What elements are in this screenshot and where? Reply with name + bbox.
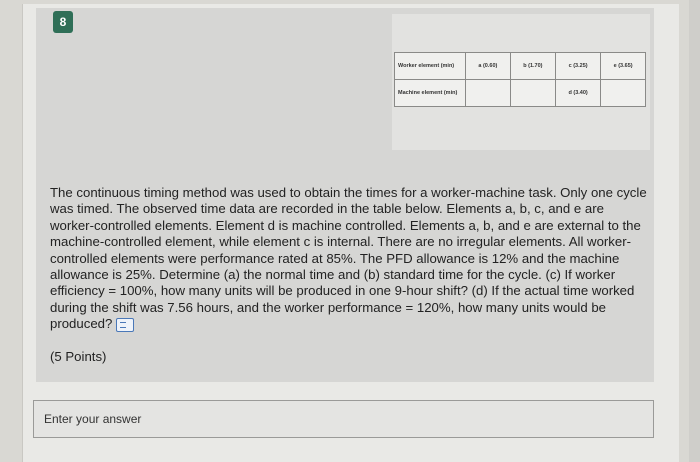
table-row [395, 53, 646, 80]
table-cell: c (3.25) [555, 53, 600, 80]
question-number-badge: 8 [53, 11, 73, 33]
timing-table [394, 52, 646, 107]
row-header: Machine element (min) [395, 80, 466, 107]
page-edge [689, 0, 700, 462]
table-cell: b (1.70) [510, 53, 555, 80]
table-cell [466, 80, 511, 107]
table-cell [510, 80, 555, 107]
question-text: The continuous timing method was used to obtain the times for a worker-machine task. Only one cycle was timed. The observed time data are recorded in the table below. Elements a, b, c, and e are worker-controlled elements. Element d is machine controlled. Elements a, b, and e are external to the machine-controlled element, while element c is internal. There are no irregular elements. All worker-controlled elements were performance rated at 85%. The PFD allowance is 12% and the machine allowance is 25%. Determine (a) the normal time and (b) standard time for the cycle. (c) If worker efficiency = 100%, how many units will be produced in one 9-hour shift? (d) If the actual time worked during the shift was 7.56 hours, and the worker performance = 120%, how many units would be produced? [50, 185, 647, 332]
table-cell: d (3.40) [555, 80, 600, 107]
table-row [395, 80, 646, 107]
question-points: (5 Points) [50, 349, 107, 364]
table-cell: a (0.60) [466, 53, 511, 80]
answer-box[interactable] [33, 400, 654, 438]
table-cell: e (3.65) [601, 53, 646, 80]
row-header: Worker element (min) [395, 53, 466, 80]
answer-input[interactable] [34, 401, 653, 437]
table-cell [601, 80, 646, 107]
immersive-reader-icon[interactable] [116, 318, 134, 332]
question-text-block [50, 185, 650, 333]
